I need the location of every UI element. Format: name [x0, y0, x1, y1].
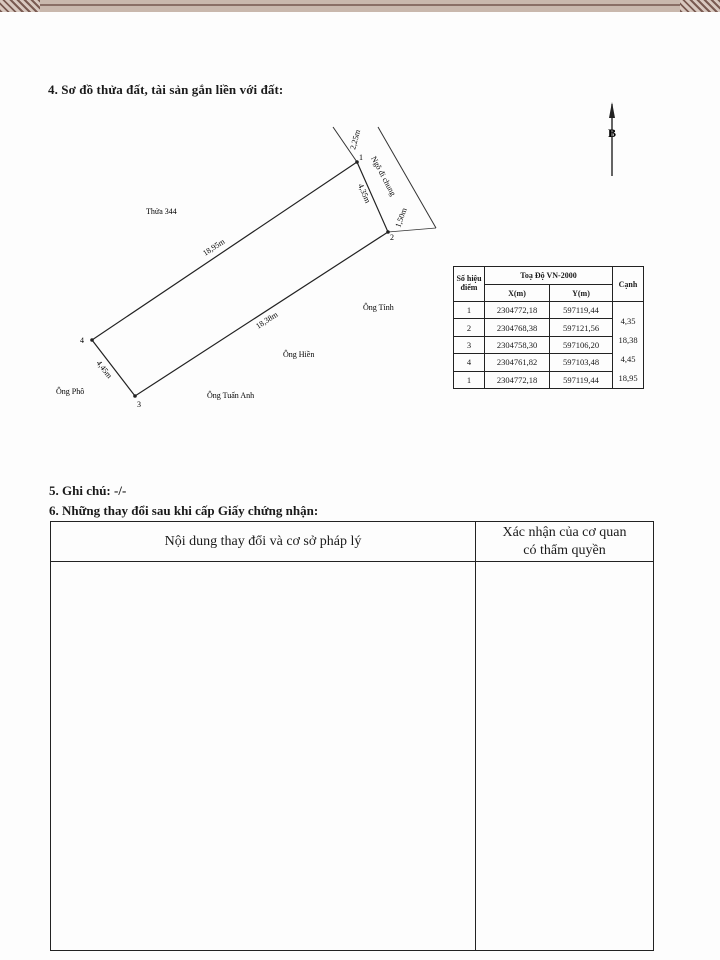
edge-label-bottom: 18,38m [254, 309, 280, 331]
coord-edges-cell: 4,35 18,38 4,45 18,95 [613, 302, 644, 389]
coord-row: 4 2304761,82 597103,48 [454, 354, 644, 371]
north-label: B [608, 126, 617, 140]
point-label-4: 4 [80, 336, 84, 345]
neighbor-thua: Thửa 344 [146, 207, 177, 216]
alley-label: Ngõ đi chung [369, 154, 398, 198]
alley-end-line [388, 228, 436, 232]
point-marker-4 [90, 338, 94, 342]
coord-header-y: Y(m) [550, 285, 613, 302]
coord-row: 3 2304758,30 597106,20 [454, 336, 644, 353]
point-label-2: 2 [390, 233, 394, 242]
edge-label-ext-top: 2,25m [348, 128, 363, 151]
changes-content-cell [51, 562, 476, 951]
section-5-note: 5. Ghi chú: -/- [49, 483, 127, 498]
coord-row: 1 2304772,18 597119,44 [454, 371, 644, 388]
edge-label-top: 18,95m [201, 236, 227, 258]
coord-header-point: Số hiệu điểm [454, 267, 485, 302]
changes-confirm-cell [476, 562, 654, 951]
section-6-title: 6. Những thay đổi sau khi cấp Giấy chứng nhận: [49, 503, 319, 518]
coordinate-table [453, 266, 644, 389]
coord-header-edge: Cạnh [613, 267, 644, 302]
coord-header-x: X(m) [485, 285, 550, 302]
point-label-3: 3 [137, 400, 141, 409]
neighbor-ong-pho: Ông Phô [56, 387, 85, 396]
point-label-1: 1 [359, 153, 363, 162]
coord-row: 1 2304772,18 597119,44 4,35 18,38 4,45 18,95 [454, 302, 644, 319]
changes-table [50, 521, 654, 951]
edge-label-right: 4,35m [356, 182, 373, 205]
edge-label-left: 4,45m [94, 358, 114, 381]
point-marker-3 [133, 394, 137, 398]
changes-header-confirm: Xác nhận của cơ quan có thẩm quyền [476, 522, 654, 562]
coord-row: 2 2304768,38 597121,56 [454, 319, 644, 336]
neighbor-ong-tuan-anh: Ông Tuấn Anh [207, 391, 255, 400]
plot-boundary [92, 162, 388, 396]
neighbor-ong-hien: Ông Hiền [283, 350, 315, 359]
section-4-title: 4. Sơ đồ thửa đất, tài sản gắn liền với đất: [48, 82, 284, 97]
coord-header-system: Toạ Độ VN-2000 [485, 267, 613, 285]
neighbor-ong-tinh: Ông Tỉnh [363, 303, 394, 312]
changes-header-content: Nội dung thay đổi và cơ sở pháp lý [51, 522, 476, 562]
edge-label-ext-right: 1,50m [393, 206, 409, 229]
